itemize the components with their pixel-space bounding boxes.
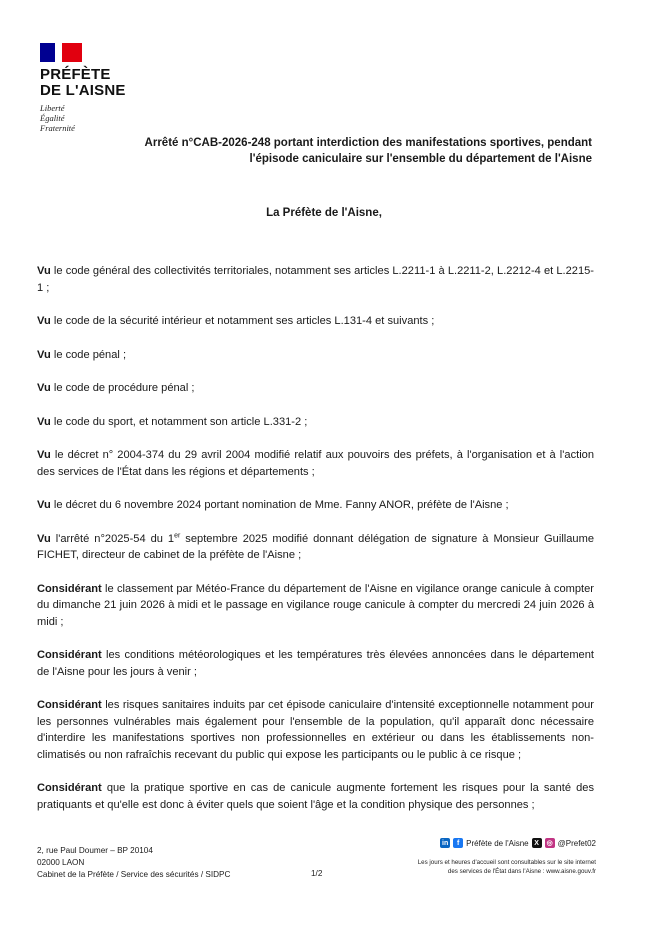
consideration-keyword: Considérant: [37, 699, 102, 711]
republic-motto: [40, 103, 170, 133]
logo-title: [40, 67, 170, 99]
title-line-2: l'épisode caniculaire sur l'ensemble du département de l'Aisne: [249, 153, 592, 165]
recital: [37, 347, 594, 364]
consideration: [37, 697, 594, 763]
recital-text: l'arrêté n°2025-54 du 1: [55, 532, 175, 545]
consideration-text: que la pratique sportive en cas de canicule augmente fortement les risques pour la santé des pratiquants et qu'elle est donc à éviter quels que soient l'âge et la condition physique des personnes ;: [37, 782, 595, 811]
recital-keyword: Vu: [37, 415, 51, 428]
recital-keyword: Vu: [37, 382, 51, 394]
recital: [37, 380, 594, 397]
title-line-1: Arrêté n°CAB-2026-248 portant interdiction des manifestations sportives, pendant: [144, 137, 592, 149]
recital: [37, 414, 594, 431]
ordinal-superscript: er: [174, 531, 181, 539]
prefecture-logo: [40, 43, 170, 133]
recital-text: le décret du 6 novembre 2024 portant nomination de Mme. Fanny ANOR, préfète de l'Aisne ;: [53, 499, 509, 511]
facebook-icon[interactable]: f: [453, 838, 463, 848]
hours-line-2: des services de l'État dans l'Aisne : www.aisne.gouv.fr: [447, 868, 596, 875]
consideration: [37, 780, 594, 813]
motto-fraternite: Fraternité: [40, 123, 75, 133]
recital-keyword: Vu: [37, 449, 51, 461]
recital-text-cont: septembre 2025 modifié donnant délégation de signature à Monsieur Guillaume FICHET, directeur de cabinet de la préfète de l'Aisne ;: [37, 532, 594, 561]
instagram-icon[interactable]: ◎: [546, 840, 553, 847]
footer-address: [37, 845, 230, 882]
recital-keyword: Vu: [37, 499, 51, 511]
consideration-keyword: Considérant: [37, 582, 102, 595]
recital-keyword: Vu: [37, 348, 51, 361]
hours-line-1: Les jours et heures d'accueil sont consultables sur le site internet: [417, 859, 596, 866]
consideration-keyword: Considérant: [37, 649, 102, 661]
page-number: 1/2: [311, 869, 323, 878]
recital: [37, 313, 594, 330]
opening-hours-note: [385, 858, 596, 876]
recital: [37, 447, 594, 480]
x-twitter-icon[interactable]: X: [532, 838, 542, 848]
recital-text: le code du sport, et notamment son article L.331-2 ;: [53, 415, 308, 428]
consideration: [37, 581, 594, 631]
consideration-keyword: Considérant: [37, 782, 102, 794]
recital-text: le code général des collectivités territoriales, notamment ses articles L.2211-1 à L.2211-2, L.2212-4 et L.2215-1 ;: [37, 265, 594, 294]
footer-contact: [385, 838, 596, 876]
recital-text: le décret n° 2004-374 du 29 avril 2004 modifié relatif aux pouvoirs des préfets, à l'organisation et à l'action des services de l'État dans les régions et départements ;: [37, 449, 594, 478]
motto-egalite: Égalité: [40, 113, 65, 123]
recital: [37, 531, 594, 564]
consideration-text: les risques sanitaires induits par cet épisode caniculaire d'intensité exceptionnelle notamment pour les personnes vulnérables mais également pour l'ensemble de la population, qu'il apparaît donc nécessaire d'interdire les manifestations sportives non professionnelles en extérieur ou dans les établissements non-climatisés ou non rafraîchis recevant du public qui expose les participants ou le public à ce risque ;: [37, 699, 594, 761]
decree-title: [100, 135, 592, 167]
republic-flag-icon: [40, 43, 82, 62]
recital: [37, 263, 594, 296]
service-name: Cabinet de la Préfète / Service des sécurités / SIDPC: [37, 870, 231, 880]
address-city: 02000 LAON: [37, 858, 85, 868]
recital-keyword: Vu: [37, 532, 51, 545]
recital-text: le code de procédure pénal ;: [53, 382, 195, 394]
social-links: [385, 838, 596, 848]
recital: [37, 497, 594, 514]
logo-line-1: PRÉFÈTE: [40, 66, 111, 83]
logo-line-2: DE L'AISNE: [40, 82, 126, 99]
consideration-text: les conditions météorologiques et les températures très élevées annoncées dans le département de l'Aisne pour les jours à venir ;: [37, 649, 594, 678]
social-handle: @Prefet02: [557, 838, 596, 848]
recital-text: le code de la sécurité intérieur et notamment ses articles L.131-4 et suivants ;: [53, 315, 435, 327]
issuing-authority: La Préfète de l'Aisne,: [266, 207, 382, 219]
consideration-text: le classement par Météo-France du département de l'Aisne en vigilance orange canicule à compter du dimanche 21 juin 2026 à midi et le passage en vigilance rouge canicule à compter du mercredi 24 juin 2026 à midi ;: [37, 582, 594, 628]
decree-body: [37, 263, 594, 830]
recital-keyword: Vu: [37, 315, 51, 327]
linkedin-icon[interactable]: in: [442, 839, 449, 847]
social-account-name: Préfète de l'Aisne: [466, 838, 529, 848]
recital-keyword: Vu: [37, 265, 51, 277]
consideration: [37, 647, 594, 680]
motto-liberte: Liberté: [40, 103, 65, 113]
recital-text: le code pénal ;: [53, 348, 127, 361]
address-street: 2, rue Paul Doumer – BP 20104: [37, 846, 153, 855]
